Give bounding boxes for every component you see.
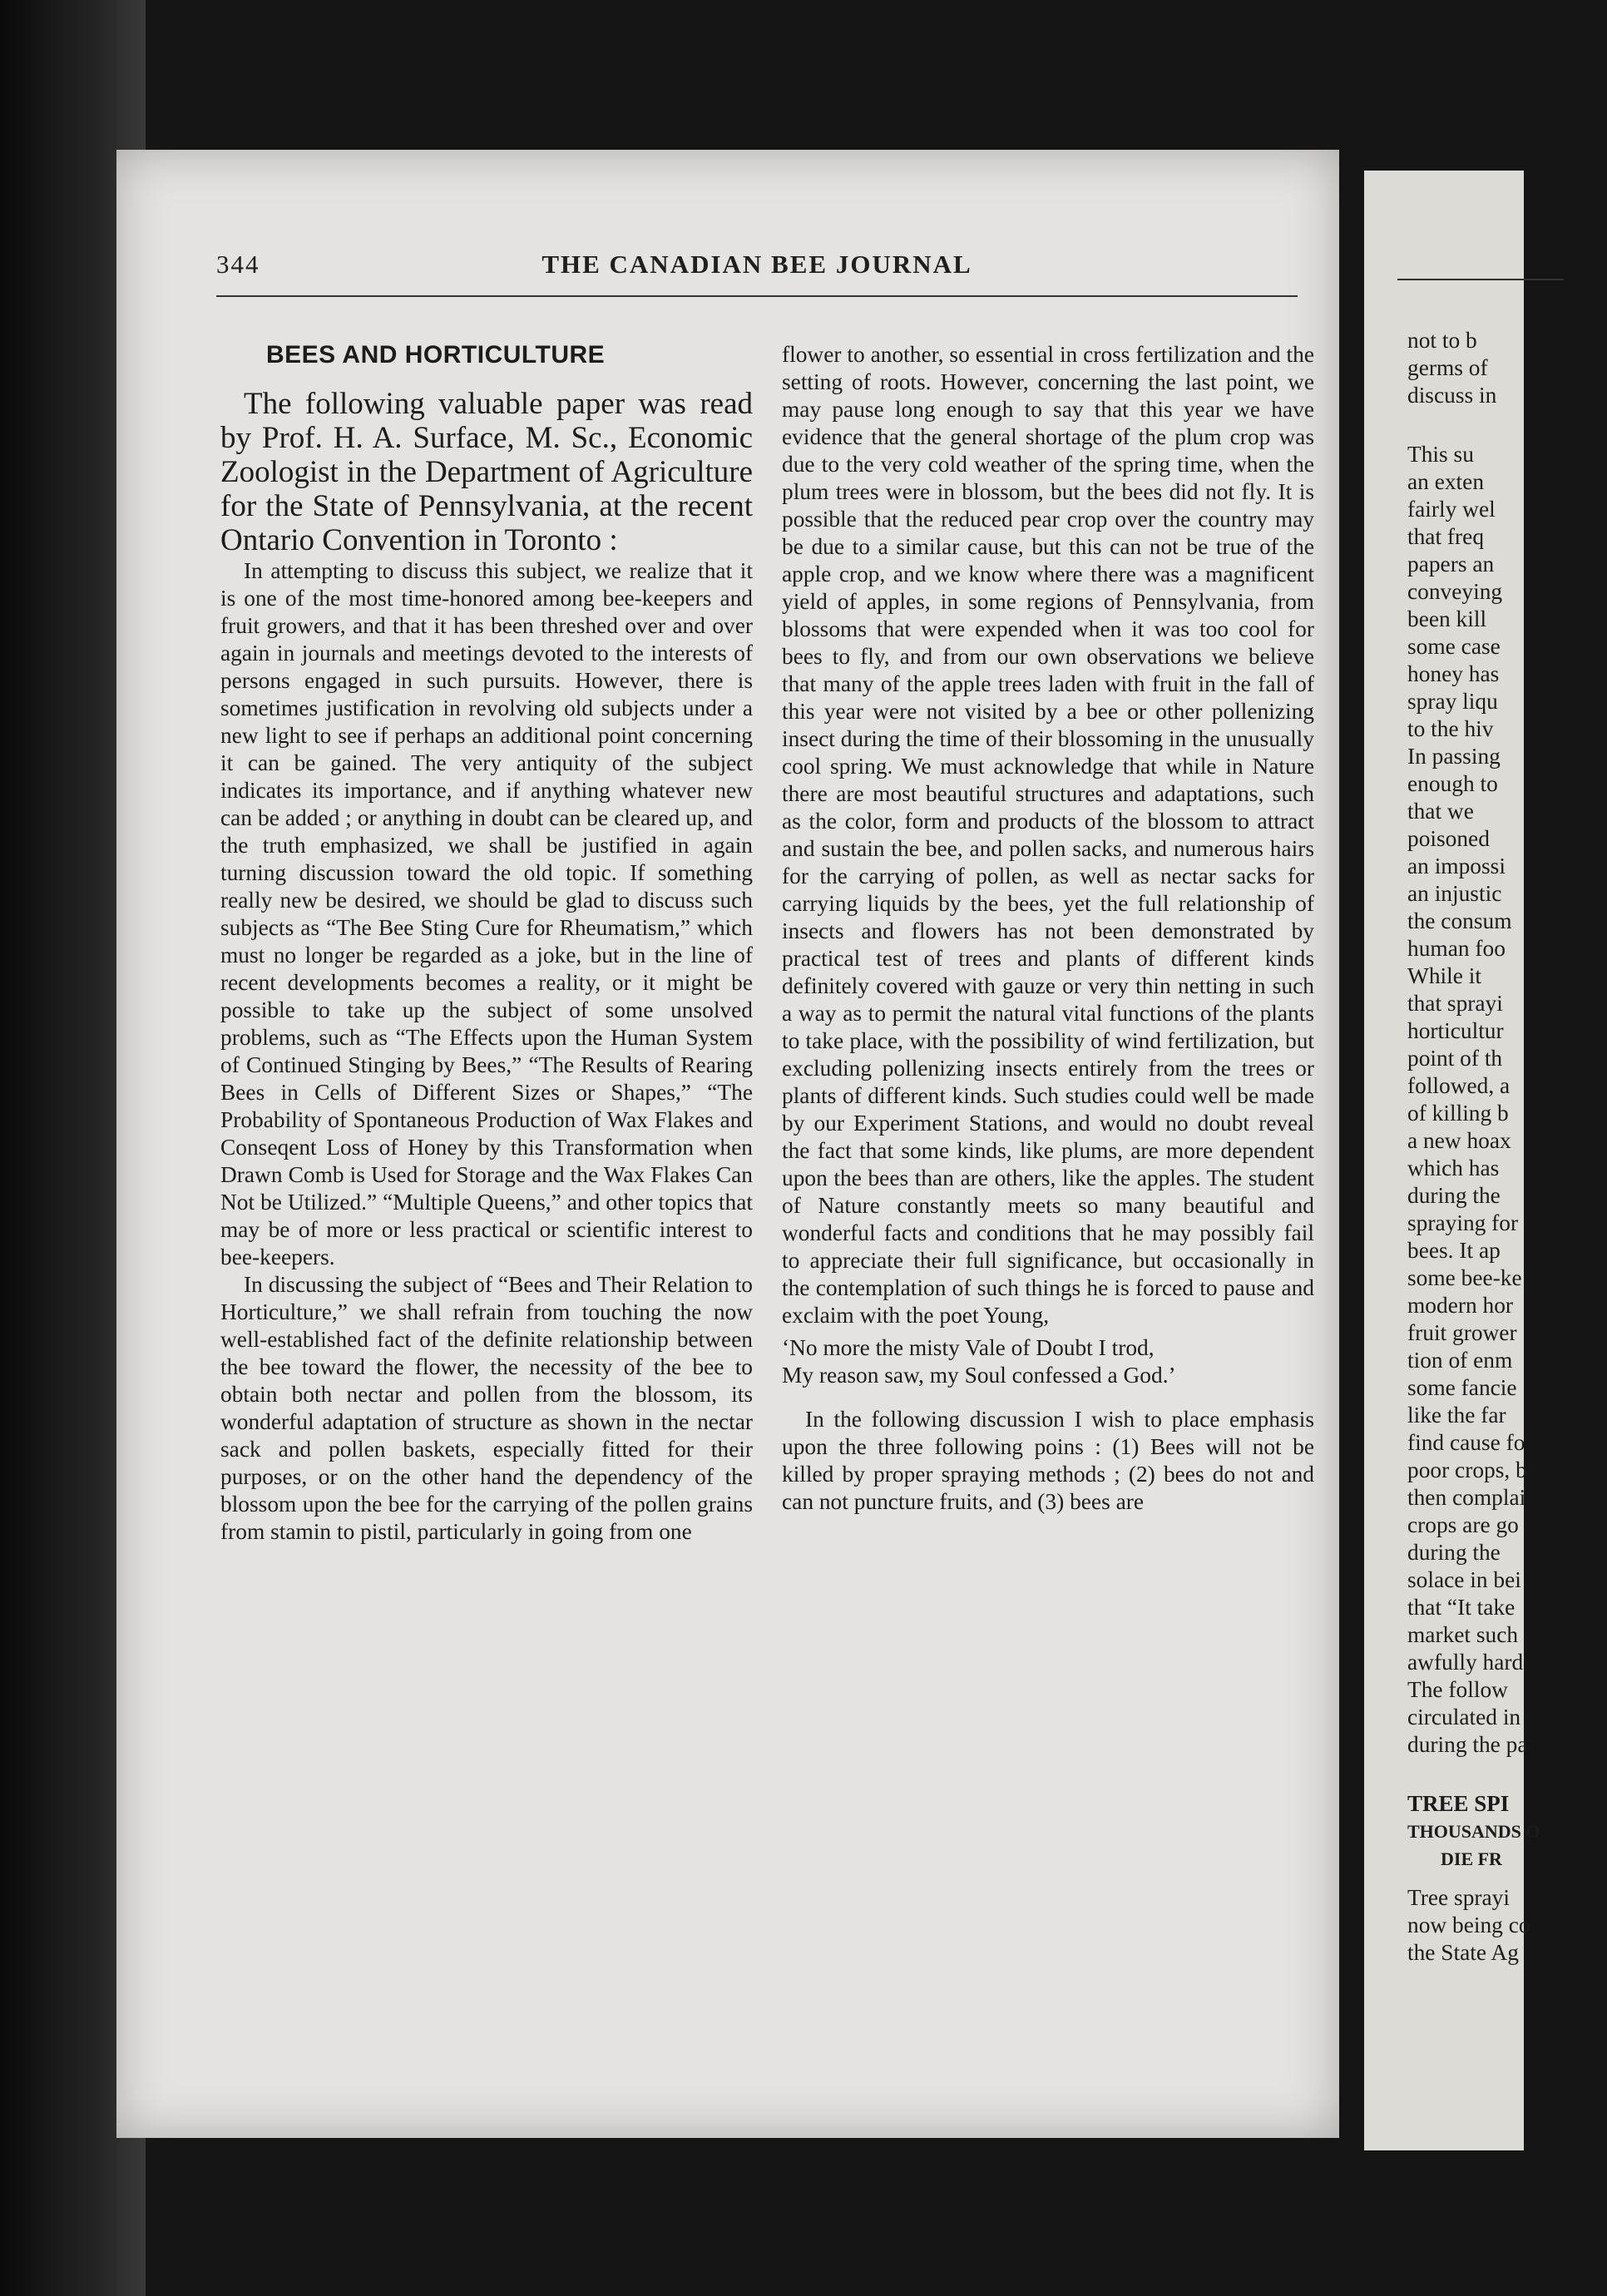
- text-line: been kill: [1407, 606, 1487, 631]
- section-subheading: DIE FR: [1441, 1848, 1502, 1869]
- header-rule: [216, 295, 1298, 297]
- text-line: In passing: [1407, 744, 1501, 769]
- text-line: fruit grower: [1407, 1320, 1517, 1345]
- text-line: a new hoax: [1407, 1128, 1511, 1153]
- text-line: poisoned: [1407, 826, 1490, 851]
- text-line: some fancie: [1407, 1375, 1517, 1400]
- column-right: [782, 341, 1314, 1516]
- paragraph: In attempting to discuss this subject, we realize that it is one of the most time-honored among bee-keepers and fruit growers, and that it has been threshed over and over again in journals and meetings devoted to the interests of persons engaged in such pursuits. However, there is sometimes justification in revolving old subjects under a new light to see if perhaps an additional point concerning it can be gained. The very antiquity of the subject indicates its importance, and if anything whatever new can be added ; or anything in doubt can be cleared up, and the truth emphasized, we shall be justified in again turning discussion toward the old topic. If something really new be desired, we should be glad to discuss such subjects as “The Bee Sting Cure for Rheumatism,” which must no longer be regarded as a joke, but in the line of recent developments becomes a reality, or it might be possible to take up the subject of some unsolved problems, such as “The Effects upon the Human System of Continued Stinging by Bees,” “The Results of Rearing Bees in Cells of Different Sizes or Shapes,” “The Probability of Spontaneous Production of Wax Flakes and Conseqent Loss of Honey by this Transformation when Drawn Comb is Used for Storage and the Wax Flakes Can Not be Utilized.” “Multiple Queens,” and other topics that may be of more or less practical or scientific interest to bee-keepers.: [220, 558, 753, 1269]
- text-line: an exten: [1407, 469, 1485, 494]
- text-line: tion of enm: [1407, 1348, 1513, 1373]
- page-number: 344: [216, 250, 260, 279]
- text-line: that we: [1407, 799, 1474, 824]
- text-line: the consum: [1407, 908, 1512, 933]
- text-line: an injustic: [1407, 881, 1502, 906]
- text-line: some case: [1407, 634, 1501, 659]
- text-line: of killing b: [1407, 1101, 1509, 1126]
- text-line: find cause fo: [1407, 1430, 1525, 1455]
- text-line: now being co: [1407, 1913, 1530, 1937]
- text-line: discuss in: [1407, 383, 1497, 408]
- text-line: during the pa: [1407, 1732, 1528, 1757]
- column-left: [220, 341, 753, 1546]
- running-header: [216, 250, 1298, 283]
- text-line: While it: [1407, 963, 1481, 988]
- section-heading: TREE SPI: [1407, 1791, 1510, 1816]
- paragraph: In discussing the subject of “Bees and Their Relation to Horticulture,” we shall refrain from touching the now well-established fact of the definite relationship between the bee toward the flower, the necessity of the bee to obtain both nectar and pollen from the blossom, its wonderful adaptation of structure as shown in the nectar sack and pollen baskets, especially fitted for their purposes, or on the other hand the dependency of the blossom upon the bee for the carrying of the pollen grains from stamin to pistil, particularly in going from one: [220, 1272, 753, 1544]
- section-subheading: THOUSANDS O: [1407, 1821, 1540, 1842]
- text-line: spraying for: [1407, 1210, 1519, 1235]
- column-fragment: [1407, 327, 1607, 1967]
- next-page-fragment: [1364, 171, 1540, 2150]
- text-line: solace in bei: [1407, 1567, 1521, 1592]
- text-line: an impossi: [1407, 854, 1506, 878]
- text-line: modern hor: [1407, 1293, 1514, 1318]
- text-line: horticultur: [1407, 1018, 1504, 1043]
- text-line: human foo: [1407, 936, 1506, 961]
- text-line: conveying: [1407, 579, 1503, 604]
- paragraph: flower to another, so essential in cross fertilization and the setting of roots. However, concerning the last point, we may pause long enough to say that this year we have evidence that the general shortage of the plum crop was due to the very cold weather of the spring time, when the plum trees were in blossom, but the bees did not fly. It is possible that the reduced pear crop over the country may be due to a similar cause, but this can not be true of the apple crop, and we know where there was a magnificent yield of apples, in some regions of Pennsylvania, from blossoms that were expended when it was too cool for bees to fly, and from our own observations we believe that many of the apple trees laden with fruit in the fall of this year were not visited by a bee or other pollenizing insect during the time of their blossoming in the unusually cool spring. We must acknowledge that while in Nature there are most beautiful structures and adaptations, such as the color, form and products of the blossom to attract and sustain the bee, and pollen sacks, and numerous hairs for the carrying of pollen, as well as nectar sacks for carrying liquids by the bees, yet the full relationship of insects and flowers has not been demonstrated by practical test of trees and plants of different kinds definitely covered with gauze or very thin netting in such a way as to permit the natural vital functions of the plants to take place, with the possibility of wind fertilization, but excluding pollenizing insects entirely from the trees or plants of different kinds. Such studies could well be made by our Experiment Stations, and would no doubt reveal the fact that some kinds, like plums, are more dependent upon the bees than are others, like the apples. The student of Nature constantly meets so many beautiful and wonderful facts and conditions that he may possibly fail to appreciate their full significance, but occasionally in the contemplation of such things he is forced to pause and exclaim with the poet Young,: [782, 342, 1314, 1328]
- text-line: which has: [1407, 1155, 1500, 1180]
- text-line: during the: [1407, 1183, 1501, 1208]
- header-rule: [1397, 279, 1564, 280]
- journal-title: THE CANADIAN BEE JOURNAL: [541, 250, 972, 279]
- text-line: that “It take: [1407, 1595, 1516, 1620]
- text-line: This su: [1407, 442, 1474, 467]
- text-line: market such: [1407, 1622, 1519, 1647]
- paragraph: In the following discussion I wish to place emphasis upon the three following poins : (1) Bees will not be killed by proper spraying methods ; (2) bees do not and can not puncture fruits, and (3) bees are: [782, 1407, 1314, 1514]
- quote-line: ‘No more the misty Vale of Doubt I trod,: [782, 1335, 1155, 1360]
- text-block: [1407, 441, 1607, 1759]
- text-line: papers an: [1407, 552, 1495, 576]
- text-line: poor crops, b: [1407, 1457, 1527, 1482]
- quote-line: My reason saw, my Soul confessed a God.’: [782, 1363, 1176, 1388]
- text-line: fairly wel: [1407, 497, 1496, 522]
- text-line: honey has: [1407, 661, 1500, 686]
- text-line: awfully hard: [1407, 1650, 1524, 1675]
- text-line: Tree sprayi: [1407, 1885, 1510, 1910]
- text-line: The follow: [1407, 1677, 1508, 1702]
- text-line: bees. It ap: [1407, 1238, 1501, 1263]
- text-line: during the: [1407, 1540, 1501, 1565]
- text-line: spray liqu: [1407, 689, 1498, 714]
- text-line: germs of: [1407, 355, 1488, 380]
- text-line: to the hiv: [1407, 716, 1494, 741]
- text-line: enough to: [1407, 771, 1498, 796]
- text-line: point of th: [1407, 1046, 1503, 1071]
- text-line: followed, a: [1407, 1073, 1511, 1098]
- text-line: crops are go: [1407, 1512, 1519, 1537]
- poem-quote: [782, 1334, 1314, 1389]
- text-line: then complai: [1407, 1485, 1526, 1510]
- text-line: that freq: [1407, 524, 1485, 549]
- text-line: like the far: [1407, 1403, 1506, 1428]
- text-line: some bee-ke: [1407, 1265, 1522, 1290]
- text-line: the State Ag: [1407, 1940, 1519, 1965]
- text-line: that sprayi: [1407, 991, 1503, 1016]
- text-line: circulated in: [1407, 1705, 1521, 1729]
- journal-page: [116, 150, 1339, 2138]
- article-intro: The following valuable paper was read by Prof. H. A. Surface, M. Sc., Economic Zoologist in the Department of Agriculture for the State of Pennsylvania, at the recent Ontario Convention in Toronto :: [220, 387, 753, 557]
- text-line: not to b: [1407, 328, 1477, 353]
- article-title: BEES AND HORTICULTURE: [266, 341, 606, 369]
